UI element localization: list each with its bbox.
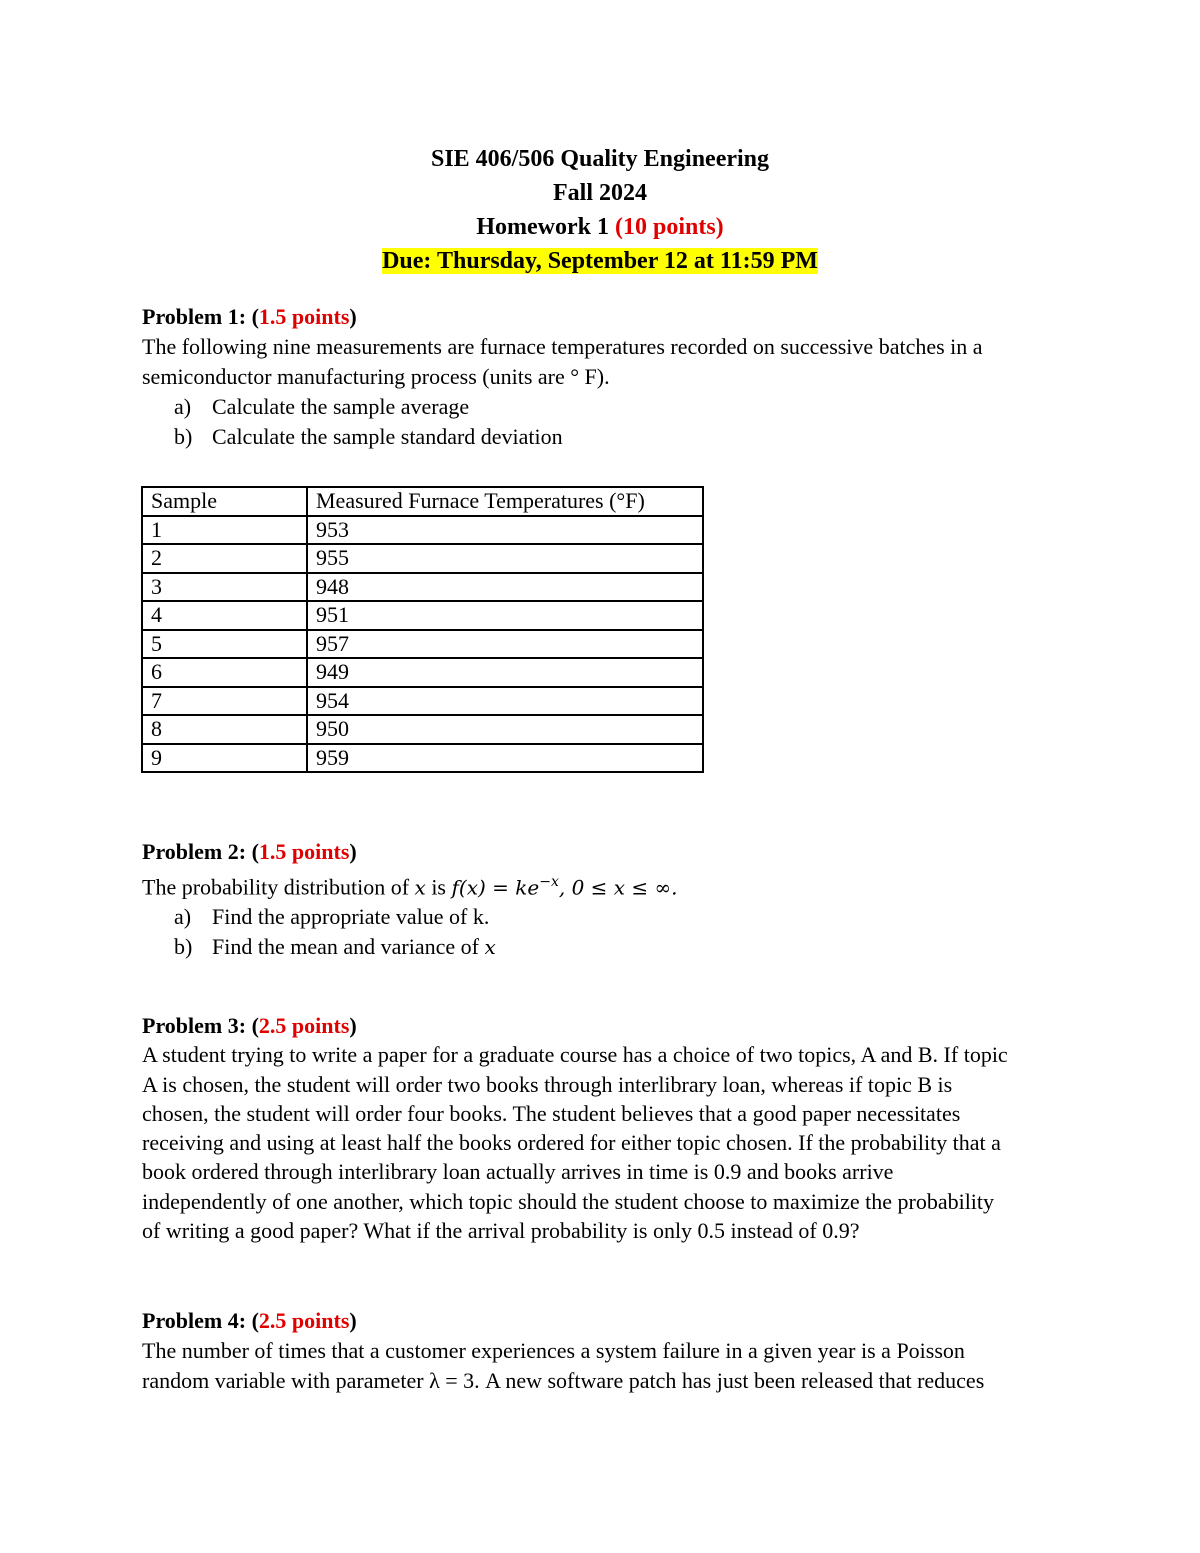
item-text: Find the appropriate value of k. (212, 904, 490, 930)
table-header-cell: Measured Furnace Temperatures (°F) (307, 487, 703, 516)
problem-1-intro-line-1: The following nine measurements are furnace temperatures recorded on successive batches in a (142, 334, 983, 359)
table-cell: 954 (307, 687, 703, 716)
table-row (142, 744, 703, 773)
problem-2-item-b (142, 932, 1062, 962)
table-row (142, 687, 703, 716)
problem-4-label: Problem 4: (142, 1308, 247, 1333)
table-row (142, 573, 703, 602)
table-cell: 9 (142, 744, 307, 773)
table-cell: 951 (307, 601, 703, 630)
table-cell: 948 (307, 573, 703, 602)
problem-3-line: independently of one another, which topic should the student choose to maximize the probability (142, 1188, 995, 1214)
problem-2-intro-prefix: The probability distribution of (142, 874, 415, 900)
problem-1-item-b (142, 422, 1062, 452)
table-cell: 955 (307, 544, 703, 573)
problem-2-label: Problem 2: (142, 839, 247, 864)
item-text: Calculate the sample average (212, 394, 470, 419)
problem-2-points: 1.5 points (258, 839, 350, 864)
problem-4-heading: Problem 4: (2.5 points) (142, 1308, 357, 1333)
table-header-row (142, 487, 703, 516)
table-row (142, 630, 703, 659)
table-cell: 6 (142, 658, 307, 687)
pdf-exponent: −x (539, 874, 559, 890)
problem-2-heading: Problem 2: (1.5 points) (142, 839, 357, 864)
item-text-prefix: Find the mean and variance of (212, 934, 485, 960)
table-cell: 950 (307, 715, 703, 744)
problem-3-line: chosen, the student will order four books. The student believes that a good paper necessitates (142, 1100, 961, 1126)
problem-1-points: 1.5 points (258, 304, 350, 329)
problem-3 (142, 1011, 1062, 1245)
item-label: a) (174, 394, 192, 419)
problem-4 (142, 1306, 1062, 1396)
problem-1 (142, 302, 1062, 452)
item-text: Calculate the sample standard deviation (212, 424, 563, 449)
problem-3-line: of writing a good paper? What if the arrival probability is only 0.5 instead of 0.9? (142, 1218, 860, 1244)
variable-x: x (414, 875, 426, 900)
problem-3-line: receiving and using at least half the books ordered for either topic chosen. If the probability that a (142, 1130, 1001, 1156)
table-row (142, 715, 703, 744)
item-label: b) (174, 424, 193, 449)
problem-3-line: book ordered through interlibrary loan actually arrives in time is 0.9 and books arrive (142, 1159, 894, 1185)
problem-3-label: Problem 3: (142, 1013, 247, 1038)
due-date: Due: Thursday, September 12 at 11:59 PM (382, 248, 818, 274)
table-cell: 953 (307, 516, 703, 545)
term: Fall 2024 (553, 180, 647, 206)
homework-label: Homework 1 (476, 214, 609, 240)
table-cell: 5 (142, 630, 307, 659)
table-row (142, 601, 703, 630)
table-cell: 4 (142, 601, 307, 630)
table-cell: 957 (307, 630, 703, 659)
item-text (212, 932, 496, 962)
pdf-domain: , 0 ≤ x ≤ ∞. (558, 875, 678, 900)
course-title: SIE 406/506 Quality Engineering (430, 146, 770, 172)
due-line (0, 244, 1200, 278)
variable-x: x (484, 935, 496, 960)
furnace-temperature-table (141, 486, 704, 773)
problem-3-line: A student trying to write a paper for a graduate course has a choice of two topics, A and B. If topic (142, 1042, 1008, 1068)
problem-1-heading: Problem 1: (1.5 points) (142, 304, 357, 329)
pdf-formula: f(x) = ke (451, 875, 540, 900)
table-row (142, 544, 703, 573)
item-label: a) (174, 904, 192, 930)
homework-title (0, 210, 1200, 244)
table-cell: 959 (307, 744, 703, 773)
table-header-cell: Sample (142, 487, 307, 516)
table-cell: 2 (142, 544, 307, 573)
problem-1-item-a (142, 392, 1062, 422)
table-cell: 949 (307, 658, 703, 687)
table-cell: 3 (142, 573, 307, 602)
problem-1-label: Problem 1: (142, 304, 247, 329)
problem-2-intro-is: is (425, 874, 452, 900)
table-cell: 7 (142, 687, 307, 716)
problem-1-intro-line-2: semiconductor manufacturing process (units are ° F). (142, 364, 610, 389)
problem-3-points: 2.5 points (258, 1013, 350, 1038)
problem-3-heading: Problem 3: (2.5 points) (142, 1013, 357, 1038)
item-label: b) (174, 934, 193, 960)
problem-4-line: random variable with parameter λ = 3. A new software patch has just been released that reduces (142, 1368, 985, 1393)
table-row (142, 516, 703, 545)
problem-4-points: 2.5 points (258, 1308, 350, 1333)
table-cell: 1 (142, 516, 307, 545)
problem-4-line: The number of times that a customer experiences a system failure in a given year is a Poisson (142, 1338, 965, 1363)
table-cell: 8 (142, 715, 307, 744)
problem-2 (142, 837, 1062, 962)
problem-3-line: A is chosen, the student will order two books through interlibrary loan, whereas if topic B is (142, 1071, 953, 1097)
problem-2-item-a (142, 902, 1062, 932)
document-header (0, 142, 1200, 278)
problem-2-intro (142, 867, 1062, 902)
homework-points: (10 points) (614, 214, 724, 240)
table-row (142, 658, 703, 687)
